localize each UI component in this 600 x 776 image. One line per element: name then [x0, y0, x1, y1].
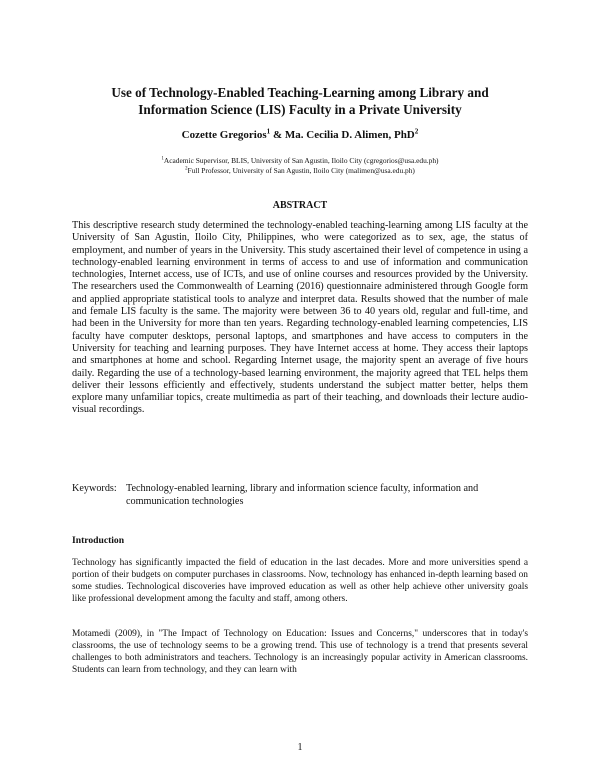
author-joiner: & — [270, 129, 285, 141]
abstract-body: This descriptive research study determined the technology-enabled teaching-learning among LIS faculty at the University of San Agustin, Iloilo City, Philippines, who were categorized as to sex, age, the status of employment, and number of years in the University. This study ascertained their level of competence in using a technology-enabled learning environment in terms of access to and use of information and communication technologies, Internet access, use of ICTs, and use of online courses and resources provided by the University. The researchers used the Commonwealth of Learning (2016) questionnaire administered through Google form and applied appropriate statistical tools to analyze and interpret data. Results showed that the number of male and female LIS faculty is the same. The majority were between 36 to 40 years old, regular and full-time, and had been in the University for more than ten years. Regarding technology-enabled learning competencies, LIS faculty have computer desktops, personal laptops, and smartphones and have access to computers in the University for teaching and learning purposes. They have Internet access at home. They access their laptops and smartphones at home and school. Regarding Internet usage, the majority spent an average of five hours daily. Regarding the use of a technology-based learning environment, the majority agreed that TEL helps them deliver their lessons efficiently and effectively, students understand the subject matter better, helps them explore many unfamiliar topics, create multimedia as part of their teaching, and downloads their lecture audio-visual recordings. — [72, 220, 528, 416]
keywords — [72, 483, 528, 508]
author-2-marker: 2 — [414, 127, 419, 136]
title-line-1: Use of Technology-Enabled Teaching-Learning among Library and — [111, 85, 489, 100]
paper-title — [60, 84, 540, 118]
author-line — [60, 129, 540, 141]
affiliation-1-marker: 1 — [161, 156, 164, 162]
intro-paragraph-1: Technology has significantly impacted the field of education in the last decades. More and more universities spend a portion of their budgets on computer purchases in classrooms. Now, technology has enhanced in-depth learning based on some studies. Technological discoveries have improved education as well as other help achieve other university goals like professional development among the faculty and staff, among others. — [72, 558, 528, 604]
keywords-text: Technology-enabled learning, library and information science faculty, information and communication technologies — [126, 483, 479, 507]
author-2: Ma. Cecilia D. Alimen, PhD — [284, 129, 415, 141]
affiliation-1-text: Academic Supervisor, BLIS, University of San Agustin, Iloilo City (cgregorios@usa.edu.ph) — [163, 156, 439, 165]
affiliation-2-text: Full Professor, University of San Agustin, Iloilo City (malimen@usa.edu.ph) — [187, 166, 415, 175]
section-heading-introduction: Introduction — [72, 535, 125, 546]
author-1-marker: 1 — [266, 127, 271, 136]
abstract-heading: ABSTRACT — [272, 200, 328, 211]
intro-paragraph-2: Motamedi (2009), in "The Impact of Technology on Education: Issues and Concerns," underscores that in today's classrooms, the use of technology seems to be a growing trend. This use of technology is a trend that presents several challenges to both administrators and teachers. Technology is an increasingly popular activity in American classrooms. Students can learn from technology, and they can learn with — [72, 629, 528, 675]
affiliation-2-marker: 2 — [185, 166, 188, 172]
affiliation-2 — [60, 166, 540, 176]
page-number: 1 — [297, 742, 303, 753]
author-1: Cozette Gregorios — [181, 129, 267, 141]
affiliation-1 — [60, 156, 540, 166]
title-line-2: Information Science (LIS) Faculty in a Private University — [138, 102, 462, 117]
keywords-label: Keywords: — [72, 483, 117, 494]
